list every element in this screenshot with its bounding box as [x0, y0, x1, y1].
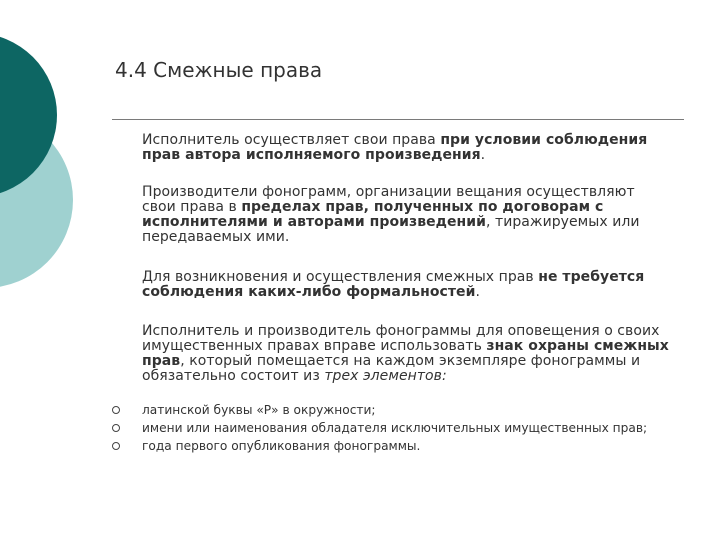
p2-part-2: пределах прав, полученных по договорам с исполнителями и авторами произведений: [142, 199, 604, 230]
p4-part-4: трех элементов:: [324, 368, 447, 384]
p4-part-3: , который помещается на каждом экземпляре фонограммы и обязательно состоит из: [142, 353, 641, 384]
decorative-circles: [0, 0, 120, 300]
circle-bullet-icon: [112, 424, 120, 432]
p1-part-2: при условии соблюдения прав автора исполняемого произведения: [142, 132, 648, 163]
circle-bullet-icon: [112, 406, 120, 414]
p4-part-1: Исполнитель и производитель фонограммы для оповещения о своих имущественных правах вправе использовать: [142, 323, 660, 354]
p3-part-3: .: [475, 284, 480, 300]
paragraph-2: [142, 185, 672, 245]
circle-bullet-icon: [112, 442, 120, 450]
list-item-text: года первого опубликования фонограммы.: [142, 439, 421, 453]
p2-part-1: Производители фонограмм, организации вещания осуществляют свои права в: [142, 184, 635, 215]
elements-list: [112, 404, 682, 458]
p3-part-2: не требуется соблюдения каких-либо формальностей: [142, 269, 645, 300]
p4-part-2: знак охраны смежных прав: [142, 338, 669, 369]
list-item: [112, 422, 682, 434]
list-item: [112, 404, 682, 416]
paragraph-1: [142, 133, 672, 163]
list-item: [112, 440, 682, 452]
paragraph-4: [142, 324, 672, 384]
p2-part-3: , тиражируемых или передаваемых ими.: [142, 214, 640, 245]
slide-title: 4.4 Смежные права: [115, 58, 323, 82]
p3-part-1: Для возникновения и осуществления смежных прав: [142, 269, 539, 285]
list-item-text: латинской буквы «Р» в окружности;: [142, 403, 376, 417]
title-divider: [112, 119, 684, 120]
list-item-text: имени или наименования обладателя исключительных имущественных прав;: [142, 421, 648, 435]
p1-part-3: .: [480, 147, 486, 163]
paragraph-3: [142, 270, 672, 300]
p1-part-1: Исполнитель осуществляет свои права: [142, 132, 441, 148]
